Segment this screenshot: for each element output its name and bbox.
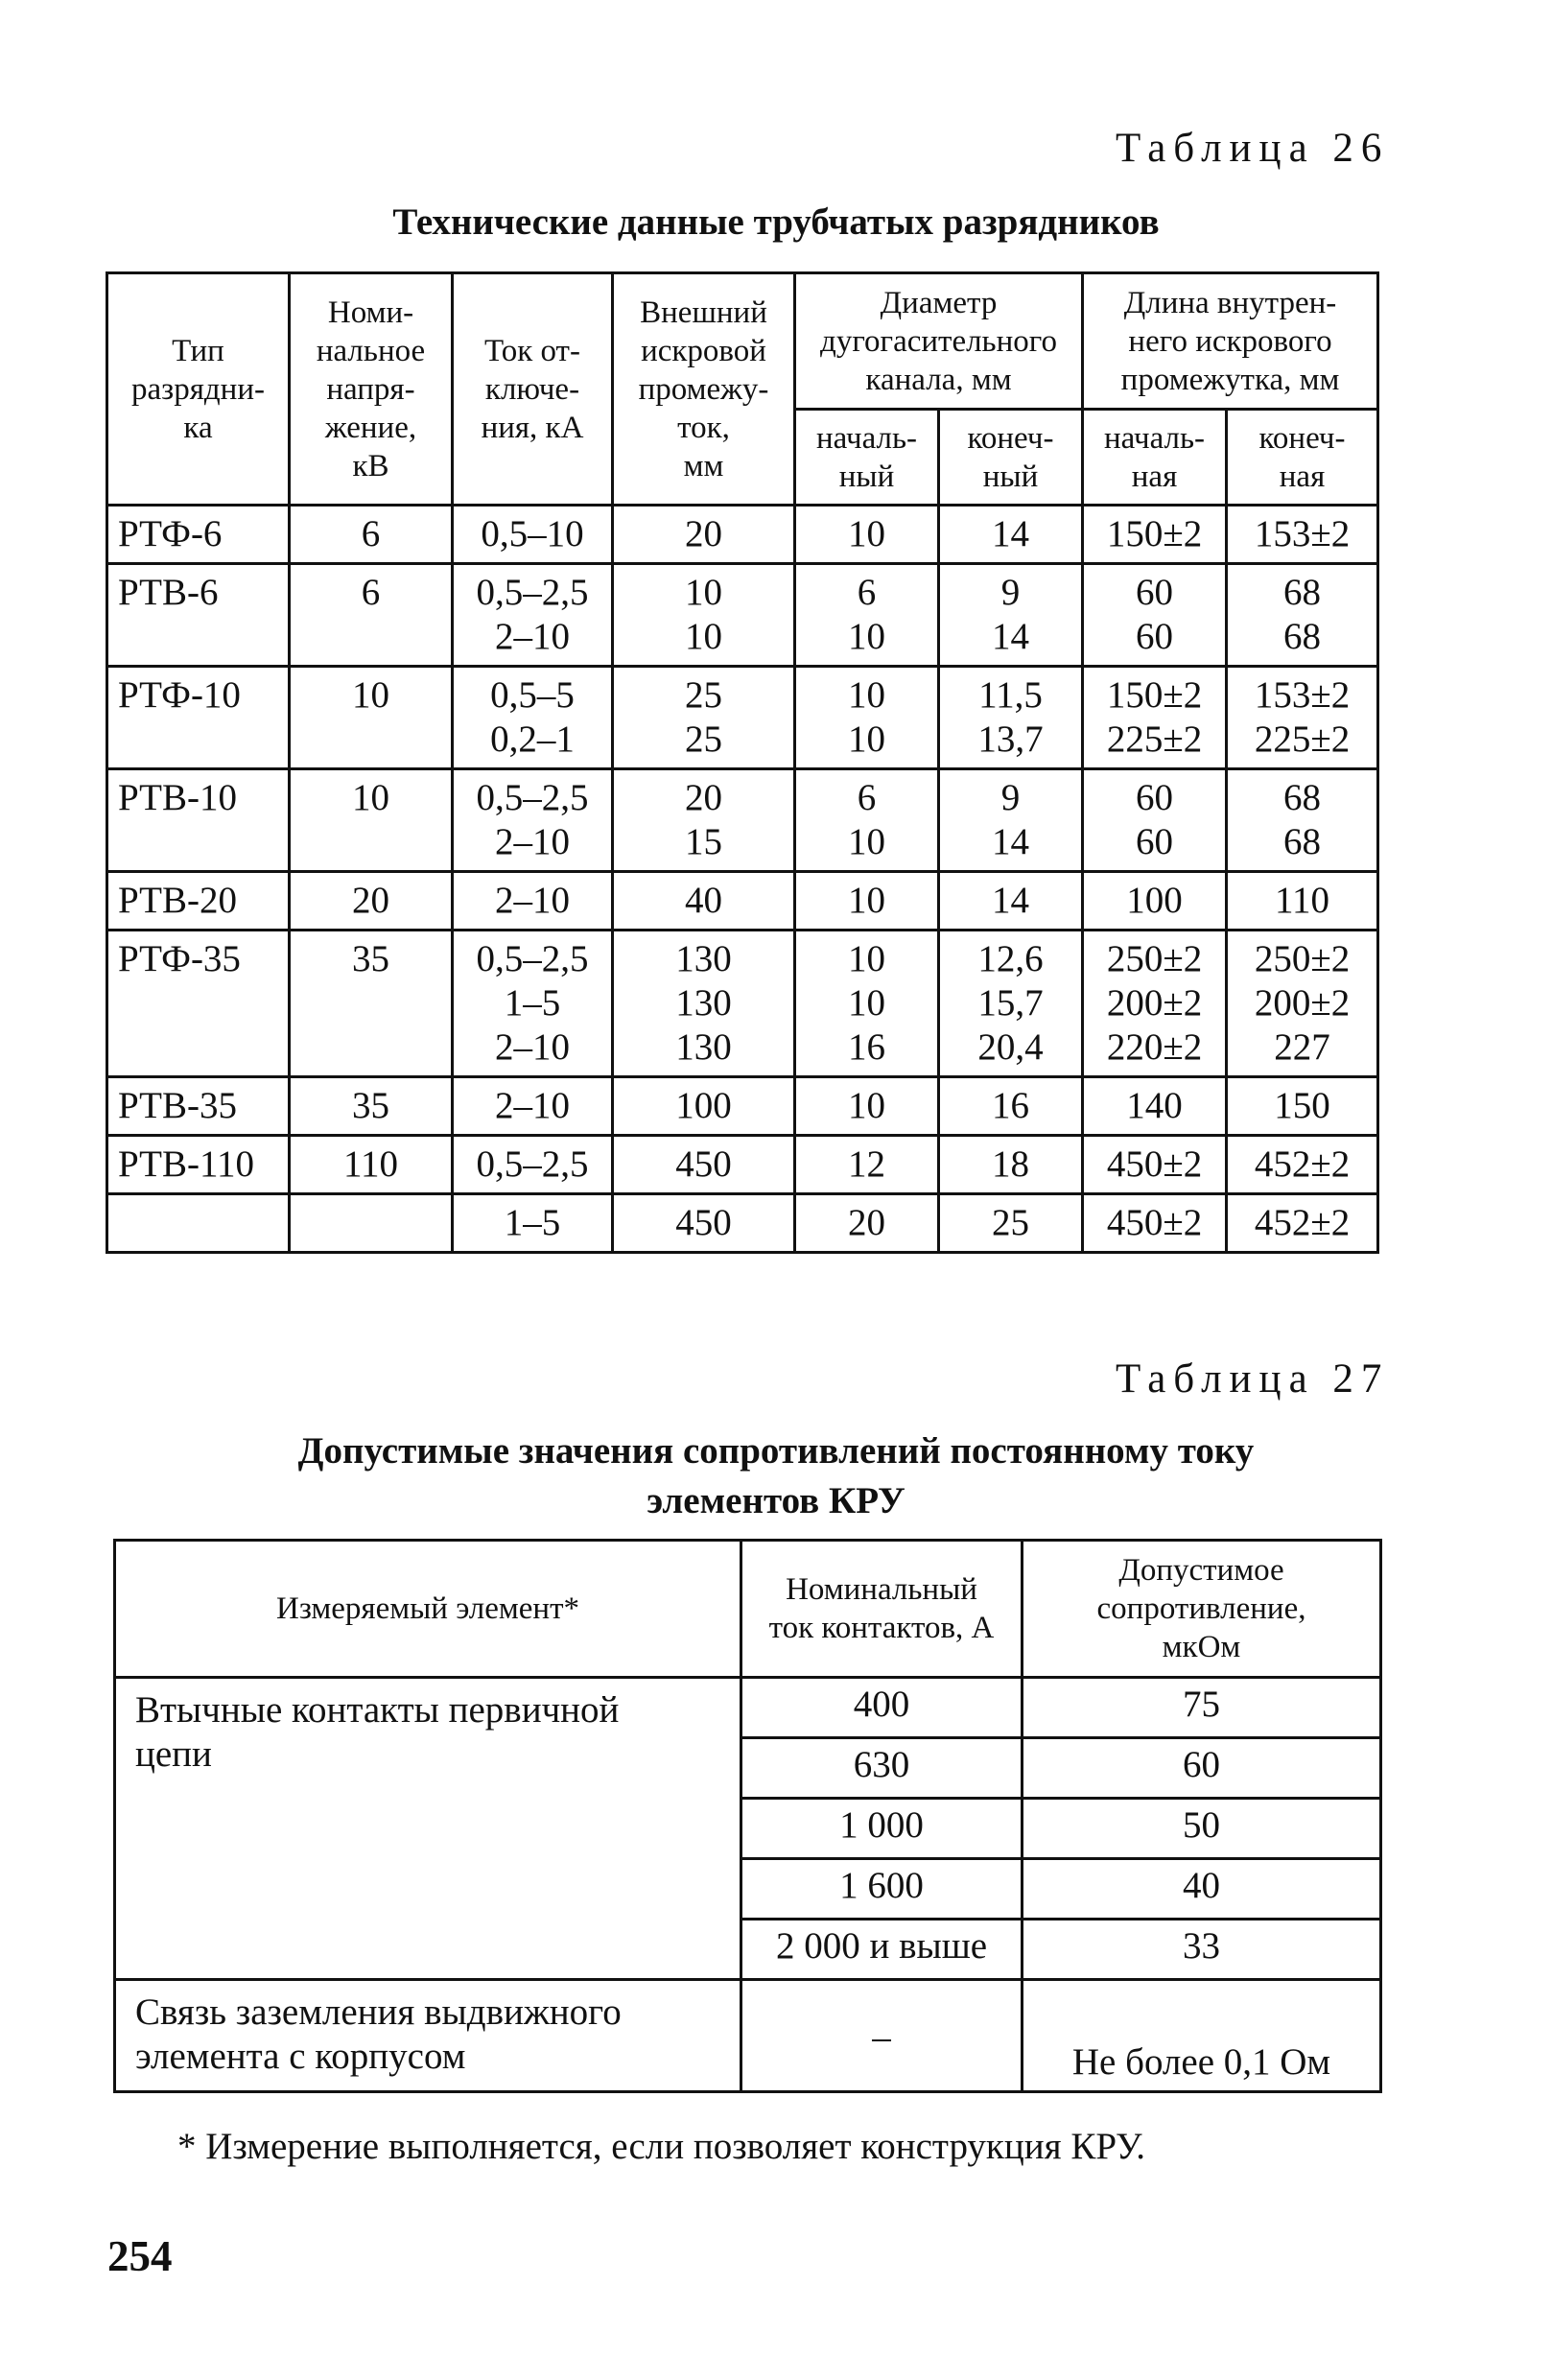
- header-element: Измеряемый элемент*: [115, 1541, 741, 1678]
- cell-current: [453, 564, 613, 667]
- cell-type: [107, 564, 290, 667]
- cell-dia-end: [939, 1136, 1083, 1194]
- header-voltage: [290, 273, 453, 506]
- cell-value: 10: [848, 938, 885, 979]
- cell-value: 1–5: [504, 982, 561, 1024]
- text-line: Внешний: [640, 295, 767, 330]
- cell-value: 6: [857, 777, 877, 818]
- cell-dia-start: [795, 1077, 939, 1136]
- cell-value: 153±2: [1254, 513, 1351, 554]
- table-row: [115, 1980, 1381, 2092]
- text-line: промежу-: [638, 371, 769, 407]
- table-row: [107, 872, 1378, 931]
- cell-value: 130: [675, 938, 732, 979]
- table-row: [107, 506, 1378, 564]
- header-len-start: [1083, 410, 1227, 506]
- cell-value: 100: [1126, 880, 1183, 921]
- cell-voltage: [290, 1194, 453, 1253]
- cell-value: РТФ-6: [118, 513, 223, 554]
- cell-value: 68: [1283, 821, 1322, 862]
- cell-dia-end: [939, 667, 1083, 769]
- cell-value: 9: [1000, 777, 1021, 818]
- cell-value: 450: [675, 1202, 732, 1243]
- cell-len-end: [1227, 564, 1378, 667]
- cell-value: Связь заземления выдвижного: [135, 1991, 622, 2033]
- table-row: [107, 769, 1378, 872]
- text-line: ный: [982, 459, 1039, 494]
- cell-gap: [613, 931, 795, 1077]
- cell-value: 9: [1000, 572, 1021, 613]
- cell-dia-start: [795, 769, 939, 872]
- text-line: ключе-: [484, 371, 580, 407]
- table-row: [107, 1077, 1378, 1136]
- text-line: разрядни-: [131, 371, 265, 407]
- text-line: искровой: [641, 333, 766, 368]
- text-line: него искрового: [1128, 323, 1332, 359]
- cell-value: 68: [1283, 616, 1322, 657]
- cell-value: 14: [992, 880, 1029, 921]
- cell-value: 2–10: [495, 821, 570, 862]
- cell-value: 2 000 и выше: [775, 1925, 988, 1967]
- cell-rated-current: [741, 1980, 1023, 2092]
- cell-value: 12,6: [977, 938, 1044, 979]
- cell-value: РТВ-35: [118, 1085, 237, 1126]
- cell-value: 60: [1183, 1744, 1220, 1785]
- cell-rated-current: [741, 1799, 1023, 1859]
- text-line: Допустимое: [1118, 1553, 1284, 1588]
- text-line: элементов КРУ: [647, 1480, 905, 1521]
- table-row: [107, 564, 1378, 667]
- cell-value: 150±2: [1106, 674, 1203, 716]
- cell-value: 18: [992, 1143, 1029, 1185]
- cell-value: 16: [992, 1085, 1029, 1126]
- cell-gap: [613, 564, 795, 667]
- cell-value: 0,5–2,5: [476, 1143, 589, 1185]
- table-row: [107, 1136, 1378, 1194]
- cell-len-start: [1083, 667, 1227, 769]
- cell-value: РТВ-110: [118, 1143, 255, 1185]
- cell-dia-start: [795, 1136, 939, 1194]
- cell-value: 20,4: [977, 1026, 1044, 1068]
- cell-value: 35: [352, 1085, 389, 1126]
- cell-value: 220±2: [1106, 1026, 1203, 1068]
- cell-value: 33: [1183, 1925, 1220, 1967]
- table27-label: Таблица 27: [1116, 1356, 1390, 1402]
- text-line: Ток от-: [484, 333, 580, 368]
- text-line: Номи-: [327, 295, 414, 330]
- cell-value: 14: [992, 513, 1029, 554]
- cell-type: [107, 769, 290, 872]
- cell-gap: [613, 1077, 795, 1136]
- cell-current: [453, 667, 613, 769]
- cell-value: 10: [352, 777, 389, 818]
- text-line: ния, кА: [481, 410, 584, 445]
- cell-dia-end: [939, 506, 1083, 564]
- cell-type: [107, 1077, 290, 1136]
- table26-title: Технические данные трубчатых разрядников: [392, 201, 1160, 243]
- cell-value: 452±2: [1254, 1202, 1351, 1243]
- cell-value: 0,5–10: [481, 513, 584, 554]
- cell-value: 450: [675, 1143, 732, 1185]
- cell-value: цепи: [135, 1733, 212, 1775]
- cell-dia-end: [939, 1194, 1083, 1253]
- cell-len-start: [1083, 1136, 1227, 1194]
- cell-value: 25: [685, 719, 722, 760]
- cell-type: [107, 872, 290, 931]
- text-line: кВ: [352, 448, 389, 483]
- header-dia-end: [939, 410, 1083, 506]
- cell-value: 153±2: [1254, 674, 1351, 716]
- cell-dia-end: [939, 1077, 1083, 1136]
- cell-value: 110: [342, 1143, 399, 1185]
- cell-type: [107, 506, 290, 564]
- text-line: ная: [1131, 459, 1178, 494]
- cell-value: 14: [992, 616, 1029, 657]
- cell-rated-current: [741, 1678, 1023, 1738]
- cell-type: [107, 1136, 290, 1194]
- cell-len-end: [1227, 1136, 1378, 1194]
- cell-len-start: [1083, 769, 1227, 872]
- cell-voltage: [290, 931, 453, 1077]
- cell-value: 10: [848, 513, 885, 554]
- cell-value: 60: [1136, 616, 1174, 657]
- cell-value: 130: [675, 1026, 732, 1068]
- cell-value: –: [872, 2016, 891, 2058]
- text-line: ная: [1279, 459, 1326, 494]
- cell-rated-current: [741, 1738, 1023, 1799]
- cell-value: РТФ-10: [118, 674, 241, 716]
- cell-value: Втычные контакты первичной: [135, 1689, 620, 1731]
- page-number: 254: [107, 2232, 173, 2280]
- cell-value: 16: [848, 1026, 885, 1068]
- text-line: Допустимые значения сопротивлений постоянному току: [297, 1430, 1255, 1472]
- cell-value: 1–5: [504, 1202, 561, 1243]
- text-line: Номинальный: [786, 1572, 977, 1607]
- text-line: Длина внутрен-: [1123, 285, 1337, 320]
- cell-value: 75: [1183, 1684, 1220, 1725]
- cell-gap: [613, 769, 795, 872]
- cell-value: РТВ-10: [118, 777, 237, 818]
- text-line: ный: [838, 459, 895, 494]
- cell-resistance: [1023, 1799, 1381, 1859]
- cell-value: 50: [1183, 1804, 1220, 1846]
- cell-value: 2–10: [495, 1026, 570, 1068]
- cell-value: 11,5: [978, 674, 1043, 716]
- footnote: * Измерение выполняется, если позволяет конструкция КРУ.: [177, 2126, 1146, 2167]
- header-length: [1083, 273, 1378, 410]
- header-diameter: [795, 273, 1083, 410]
- cell-len-end: [1227, 667, 1378, 769]
- cell-type: [107, 667, 290, 769]
- cell-value: 10: [848, 880, 885, 921]
- cell-gap: [613, 667, 795, 769]
- cell-value: 15,7: [977, 982, 1044, 1024]
- cell-value: РТВ-20: [118, 880, 237, 921]
- cell-gap: [613, 1194, 795, 1253]
- cell-value: элемента с корпусом: [135, 2036, 466, 2077]
- cell-value: 10: [848, 674, 885, 716]
- text-line: конеч-: [1258, 420, 1346, 456]
- cell-value: 13,7: [977, 719, 1044, 760]
- text-line: ток,: [677, 410, 730, 445]
- cell-len-start: [1083, 1194, 1227, 1253]
- cell-value: 227: [1274, 1026, 1330, 1068]
- cell-value: РТФ-35: [118, 938, 241, 979]
- cell-current: [453, 1136, 613, 1194]
- cell-value: 6: [857, 572, 877, 613]
- cell-value: 20: [352, 880, 389, 921]
- table26: [106, 271, 1379, 1254]
- cell-value: 630: [853, 1744, 910, 1785]
- cell-value: 14: [992, 821, 1029, 862]
- cell-value: 6: [361, 572, 381, 613]
- header-resistance: [1023, 1541, 1381, 1678]
- cell-value: 452±2: [1254, 1143, 1351, 1185]
- cell-voltage: [290, 872, 453, 931]
- cell-value: 60: [1136, 572, 1174, 613]
- header-current: [453, 273, 613, 506]
- header-gap: [613, 273, 795, 506]
- cell-voltage: [290, 769, 453, 872]
- cell-value: 250±2: [1106, 938, 1203, 979]
- cell-dia-end: [939, 564, 1083, 667]
- cell-value: 225±2: [1254, 719, 1351, 760]
- cell-voltage: [290, 506, 453, 564]
- cell-value: 40: [685, 880, 722, 921]
- text-line: ка: [183, 410, 213, 445]
- cell-dia-start: [795, 872, 939, 931]
- cell-len-start: [1083, 506, 1227, 564]
- cell-value: 0,5–2,5: [476, 938, 589, 979]
- cell-len-end: [1227, 506, 1378, 564]
- text-line: дугогасительного: [820, 323, 1057, 359]
- cell-value: 0,5–5: [490, 674, 575, 716]
- cell-current: [453, 1077, 613, 1136]
- cell-resistance: [1023, 1859, 1381, 1920]
- cell-dia-start: [795, 564, 939, 667]
- cell-len-start: [1083, 564, 1227, 667]
- cell-value: 10: [352, 674, 389, 716]
- header-dia-start: [795, 410, 939, 506]
- cell-value: 25: [685, 674, 722, 716]
- text-line: напря-: [326, 371, 415, 407]
- cell-resistance: [1023, 1738, 1381, 1799]
- text-line: промежутка, мм: [1120, 362, 1340, 397]
- cell-dia-end: [939, 769, 1083, 872]
- cell-value: 40: [1183, 1865, 1220, 1906]
- cell-value: 25: [992, 1202, 1029, 1243]
- cell-value: 2–10: [495, 1085, 570, 1126]
- cell-value: 10: [848, 982, 885, 1024]
- cell-value: 0,2–1: [490, 719, 575, 760]
- cell-current: [453, 872, 613, 931]
- cell-value: 1 600: [839, 1865, 924, 1906]
- cell-dia-start: [795, 931, 939, 1077]
- cell-value: 35: [352, 938, 389, 979]
- cell-dia-start: [795, 506, 939, 564]
- cell-current: [453, 931, 613, 1077]
- table-row: [107, 1194, 1378, 1253]
- cell-value: 10: [848, 821, 885, 862]
- text-line: ток контактов, А: [768, 1611, 995, 1645]
- cell-value: 150±2: [1106, 513, 1203, 554]
- cell-value: 60: [1136, 821, 1174, 862]
- cell-len-end: [1227, 872, 1378, 931]
- text-line: началь-: [815, 420, 918, 456]
- cell-value: 0,5–2,5: [476, 572, 589, 613]
- table27-title: [0, 1426, 1552, 1526]
- table-row: [115, 1678, 1381, 1738]
- cell-dia-start: [795, 667, 939, 769]
- cell-value: 0,5–2,5: [476, 777, 589, 818]
- cell-value: 250±2: [1254, 938, 1351, 979]
- cell-value: 2–10: [495, 880, 570, 921]
- cell-value: 6: [361, 513, 381, 554]
- cell-value: 1 000: [839, 1804, 924, 1846]
- cell-value: 2–10: [495, 616, 570, 657]
- header-len-end: [1227, 410, 1378, 506]
- cell-value: 200±2: [1106, 982, 1203, 1024]
- cell-current: [453, 1194, 613, 1253]
- text-line: началь-: [1104, 420, 1206, 456]
- cell-len-start: [1083, 931, 1227, 1077]
- cell-value: 130: [675, 982, 732, 1024]
- cell-len-end: [1227, 1077, 1378, 1136]
- table-row: [107, 667, 1378, 769]
- cell-len-end: [1227, 769, 1378, 872]
- table27: [113, 1539, 1382, 2093]
- cell-current: [453, 506, 613, 564]
- cell-current: [453, 769, 613, 872]
- cell-element: [115, 1980, 741, 2092]
- cell-resistance: [1023, 1920, 1381, 1980]
- cell-value: 60: [1136, 777, 1174, 818]
- cell-dia-start: [795, 1194, 939, 1253]
- cell-value: 20: [685, 513, 722, 554]
- text-line: конеч-: [967, 420, 1054, 456]
- cell-rated-current: [741, 1859, 1023, 1920]
- cell-dia-end: [939, 872, 1083, 931]
- cell-value: 10: [685, 572, 722, 613]
- text-line: нальное: [316, 333, 426, 368]
- cell-voltage: [290, 1136, 453, 1194]
- cell-len-end: [1227, 1194, 1378, 1253]
- cell-value: 400: [853, 1684, 910, 1725]
- cell-value: 68: [1283, 777, 1322, 818]
- text-line: мкОм: [1162, 1630, 1241, 1664]
- cell-gap: [613, 1136, 795, 1194]
- cell-value: 20: [685, 777, 722, 818]
- cell-rated-current: [741, 1920, 1023, 1980]
- cell-len-start: [1083, 872, 1227, 931]
- header-rated-current: [741, 1541, 1023, 1678]
- cell-type: [107, 931, 290, 1077]
- cell-value: РТВ-6: [118, 572, 219, 613]
- header-type: [107, 273, 290, 506]
- cell-voltage: [290, 564, 453, 667]
- cell-value: 200±2: [1254, 982, 1351, 1024]
- cell-value: 140: [1126, 1085, 1183, 1126]
- cell-resistance: [1023, 1980, 1381, 2092]
- cell-resistance: [1023, 1678, 1381, 1738]
- cell-dia-end: [939, 931, 1083, 1077]
- cell-len-end: [1227, 931, 1378, 1077]
- text-line: канала, мм: [865, 362, 1012, 397]
- cell-value: 10: [848, 616, 885, 657]
- cell-gap: [613, 872, 795, 931]
- cell-value: 150: [1274, 1085, 1330, 1126]
- cell-value: 225±2: [1106, 719, 1203, 760]
- cell-value: 450±2: [1106, 1143, 1203, 1185]
- text-line: жение,: [324, 410, 417, 445]
- cell-value: 20: [848, 1202, 885, 1243]
- cell-value: 12: [848, 1143, 885, 1185]
- cell-gap: [613, 506, 795, 564]
- cell-value: 68: [1283, 572, 1322, 613]
- table26-label: Таблица 26: [1116, 126, 1390, 171]
- cell-len-start: [1083, 1077, 1227, 1136]
- text-line: Тип: [172, 333, 224, 368]
- cell-value: 10: [685, 616, 722, 657]
- cell-element: [115, 1678, 741, 1980]
- cell-value: Не более 0,1 Ом: [1071, 2041, 1331, 2083]
- text-line: Диаметр: [880, 285, 998, 320]
- table-row: [107, 931, 1378, 1077]
- cell-type: [107, 1194, 290, 1253]
- cell-value: 100: [675, 1085, 732, 1126]
- text-line: мм: [683, 448, 724, 483]
- cell-voltage: [290, 667, 453, 769]
- cell-value: 110: [1274, 880, 1330, 921]
- cell-value: 450±2: [1106, 1202, 1203, 1243]
- cell-value: 10: [848, 1085, 885, 1126]
- cell-value: 10: [848, 719, 885, 760]
- cell-value: 15: [685, 821, 722, 862]
- cell-voltage: [290, 1077, 453, 1136]
- text-line: сопротивление,: [1096, 1591, 1306, 1626]
